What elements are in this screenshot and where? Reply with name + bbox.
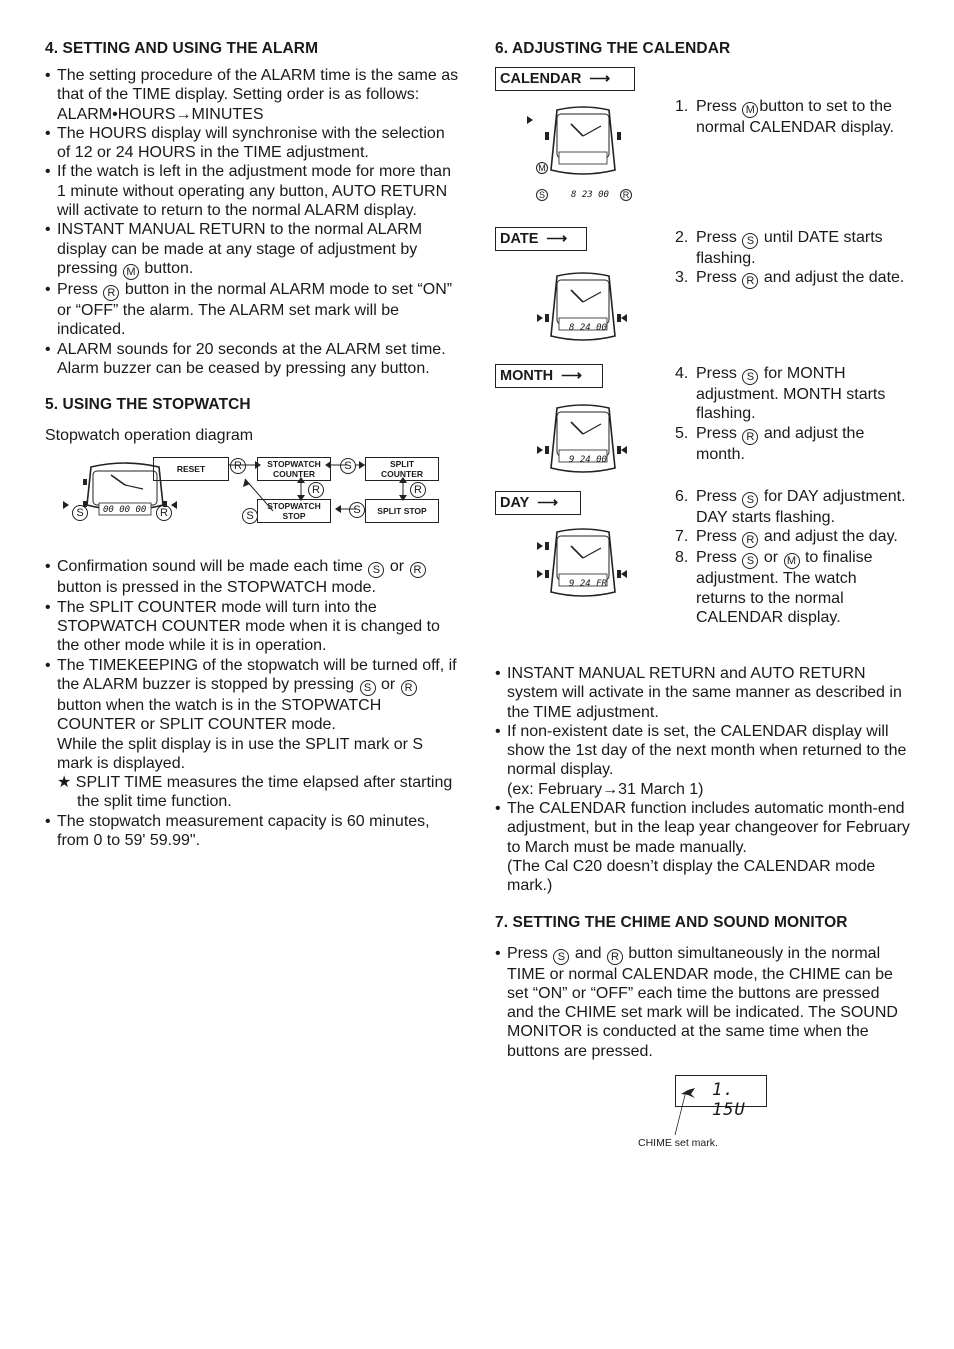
m-button-icon: M [536, 162, 548, 174]
stopwatch-counter-box [257, 457, 331, 481]
chime-lcd-figure [495, 1075, 910, 1155]
bullet-text: button simultaneously in the normal TIME or normal CALENDAR mode, the CHIME can be set “ON” or “OFF” each time the buttons are pressed and the CHIME set mark will be indicated. The SOUND MONITOR is conducted at the same time when the buttons are pressed. [507, 944, 898, 1060]
s-button-icon: S [553, 949, 569, 965]
m-button-icon: M [784, 553, 800, 569]
list-item: • INSTANT MANUAL RETURN and AUTO RETURN system will activate in the same manner as described in the TIME adjustment. [495, 664, 910, 722]
step-text: Press [696, 365, 737, 382]
list-item [675, 527, 910, 548]
list-item [675, 228, 910, 268]
s-button-icon: S [742, 492, 758, 508]
bullet-star-note: ★ SPLIT TIME measures the time elapsed after starting the split time function. [57, 774, 453, 811]
watch-illustration [533, 528, 643, 600]
calendar-bullets [495, 664, 910, 896]
step-text: Press [696, 98, 737, 115]
list-item [495, 799, 910, 895]
bullet-text: If non-existent date is set, the CALENDAR display will show the 1st day of the next month when returned to the normal display. [507, 722, 907, 779]
bullet-text: button. [144, 259, 194, 277]
step-text: Press [696, 549, 737, 567]
list-item: • The SPLIT COUNTER mode will turn into the STOPWATCH COUNTER mode when it is changed to the other mode while it is in operation. [45, 598, 460, 656]
r-button-icon: R [410, 562, 426, 578]
step-text: Press [696, 229, 737, 246]
arrow-right-icon: ⟶ [561, 368, 582, 384]
step-number: 1. [675, 98, 689, 115]
list-item [45, 280, 460, 340]
step-text: Press [696, 424, 737, 442]
list-item: • The HOURS display will synchronise with the selection of 12 or 24 HOURS in the TIME adjustment. [45, 124, 460, 163]
arrow-right-icon: ⟶ [589, 71, 611, 87]
step-text: Press [696, 488, 737, 505]
s-button-icon: S [368, 562, 384, 578]
r-button-icon: R [742, 429, 758, 445]
box-label: COUNTER [272, 469, 316, 480]
s-button-icon: S [72, 505, 88, 521]
step-text: and adjust the date. [763, 269, 905, 287]
stopwatch-intro: Stopwatch operation diagram [45, 427, 254, 445]
bullet-text: The CALENDAR function includes automatic month-end adjustment, but in the leap year changeover for February to March must be made manually. [507, 800, 910, 856]
calendar-steps [675, 364, 910, 464]
stopwatch-bullets [45, 557, 460, 850]
right-column [495, 40, 910, 1155]
r-button-icon: R [103, 285, 119, 301]
step-text: for MONTH adjustment. MONTH starts flashing. [696, 365, 886, 423]
bullet-subtext: (The Cal C20 doesn’t display the CALENDAR mode mark.) [507, 857, 876, 895]
bullet-subtext: While the split display is in use the SPLIT mark or S mark is displayed. [57, 735, 424, 772]
stopwatch-stop-box [257, 499, 331, 523]
list-item [45, 220, 460, 280]
list-item: • If the watch is left in the adjustment mode for more than 1 minute without operating any button, AUTO RETURN will activate to return to the normal ALARM display. [45, 162, 460, 220]
s-button-icon: S [742, 233, 758, 249]
bullet-text: and [574, 944, 602, 962]
step-number: 6. [675, 488, 689, 505]
r-button-icon: R [410, 482, 426, 498]
step-text: to finalise adjustment. The watch returns to the normal CALENDAR display. [696, 549, 873, 626]
bullet-text: Press [57, 280, 98, 298]
callout-line [673, 1093, 693, 1137]
step-number: 4. [675, 365, 689, 382]
watch-lcd-readout: 9 24 00 [569, 455, 607, 465]
s-button-icon: S [742, 369, 758, 385]
box-label: STOPWATCH [267, 501, 321, 512]
alarm-section-title: 4. SETTING AND USING THE ALARM [45, 40, 319, 57]
bullet-text: The TIMEKEEPING of the stopwatch will be turned off, if the ALARM buzzer is stopped by pressing [57, 656, 457, 693]
r-button-icon: R [607, 949, 623, 965]
tag-label: DATE [500, 231, 539, 247]
bullet-text: or [389, 558, 405, 576]
step-number: 7. [675, 528, 689, 546]
date-tag [495, 227, 587, 251]
watch-lcd-readout: 8 24 00 [569, 323, 607, 333]
step-text: until DATE starts flashing. [696, 229, 883, 267]
s-button-icon: S [742, 553, 758, 569]
calendar-section-title: 6. ADJUSTING THE CALENDAR [495, 40, 731, 57]
bullet-text: button is pressed in the STOPWATCH mode. [57, 579, 376, 597]
chime-lcd-readout: 1. 15U [712, 1080, 746, 1121]
r-button-icon: R [401, 680, 417, 696]
list-item [45, 656, 460, 812]
bullet-text: Press [507, 944, 548, 962]
list-item [495, 944, 910, 1061]
calendar-steps [675, 228, 910, 289]
step-text: for DAY adjustment. DAY starts flashing. [696, 488, 906, 526]
stopwatch-diagram [45, 453, 460, 543]
watch-illustration [533, 404, 643, 476]
calendar-tag [495, 67, 635, 91]
split-stop-box: SPLIT STOP [365, 499, 439, 523]
box-label: STOP [282, 511, 306, 522]
watch-lcd-readout: 9 24 FR [569, 579, 607, 589]
bullet-text: Confirmation sound will be made each time [57, 558, 363, 576]
watch-lcd-readout: 00 00 00 [103, 505, 147, 516]
arrow-right-icon: ⟶ [546, 231, 568, 247]
list-item: • ALARM sounds for 20 seconds at the ALARM set time. Alarm buzzer can be ceased by pressing any button. [45, 340, 460, 379]
arrow-right-icon: ⟶ [537, 495, 559, 511]
step-number: 2. [675, 229, 689, 246]
r-button-icon: R [742, 273, 758, 289]
step-text: or [763, 549, 779, 567]
chime-bullets [495, 944, 910, 1061]
box-label: COUNTER [380, 469, 424, 480]
watch-lcd-readout: 8 23 00 [571, 190, 609, 200]
step-text: button to set to the normal CALENDAR display. [696, 98, 894, 136]
bullet-text: button when the watch is in the STOPWATCH COUNTER or SPLIT COUNTER mode. [57, 696, 382, 734]
chime-section-title: 7. SETTING THE CHIME AND SOUND MONITOR [495, 913, 848, 931]
r-button-icon: R [156, 505, 172, 521]
list-item [675, 424, 910, 464]
step-text: and adjust the month. [696, 424, 865, 463]
box-label: SPLIT [389, 459, 415, 470]
bullet-text: INSTANT MANUAL RETURN to the normal ALARM display can be made at any stage of adjustment by pressing [57, 221, 423, 277]
chime-caption: CHIME set mark. [638, 1137, 718, 1150]
s-button-icon: S [340, 458, 356, 474]
step-number: 3. [675, 269, 689, 287]
list-item: • The stopwatch measurement capacity is 60 minutes, from 0 to 59' 59.99". [45, 812, 460, 851]
tag-label: CALENDAR [500, 71, 582, 87]
tag-label: MONTH [500, 368, 554, 384]
bullet-subtext: (ex: February→31 March 1) [507, 780, 704, 798]
day-tag [495, 491, 581, 515]
s-button-icon: S [536, 189, 548, 201]
list-item [495, 722, 910, 799]
list-item [675, 268, 910, 289]
r-button-icon: R [308, 482, 324, 498]
r-button-icon: R [742, 532, 758, 548]
s-button-icon: S [242, 508, 258, 524]
box-label: STOPWATCH [267, 459, 321, 470]
list-item: • The setting procedure of the ALARM time is the same as that of the TIME display. Setting order is as follows: ALARM•HOURS→MINUTES [45, 66, 460, 124]
bullet-text: button in the normal ALARM mode to set “ON” or “OFF” the alarm. The ALARM set mark will be indicated. [57, 280, 453, 339]
calendar-steps [675, 97, 910, 137]
list-item [675, 97, 910, 137]
step-text: Press [696, 528, 737, 546]
list-item [675, 548, 910, 627]
s-button-icon: S [360, 680, 376, 696]
calendar-steps-area [495, 66, 910, 664]
bullet-text: or [380, 675, 396, 693]
reset-box: RESET [153, 457, 229, 481]
list-item [675, 364, 910, 424]
month-tag [495, 364, 603, 388]
calendar-steps [675, 487, 910, 627]
step-number: 5. [675, 424, 689, 442]
list-item [675, 487, 910, 527]
tag-label: DAY [500, 495, 530, 511]
stopwatch-section-title: 5. USING THE STOPWATCH [45, 396, 251, 414]
s-button-icon: S [349, 502, 365, 518]
watch-illustration [533, 272, 643, 344]
m-button-icon: M [742, 102, 758, 118]
step-text: and adjust the day. [763, 528, 898, 546]
list-item [45, 557, 460, 597]
r-button-icon: R [620, 189, 632, 201]
left-column [45, 40, 460, 850]
alarm-bullets [45, 66, 460, 378]
m-button-icon: M [123, 264, 139, 280]
split-counter-box [365, 457, 439, 481]
step-text: Press [696, 269, 737, 287]
step-number: 8. [675, 549, 689, 567]
r-button-icon: R [230, 458, 246, 474]
